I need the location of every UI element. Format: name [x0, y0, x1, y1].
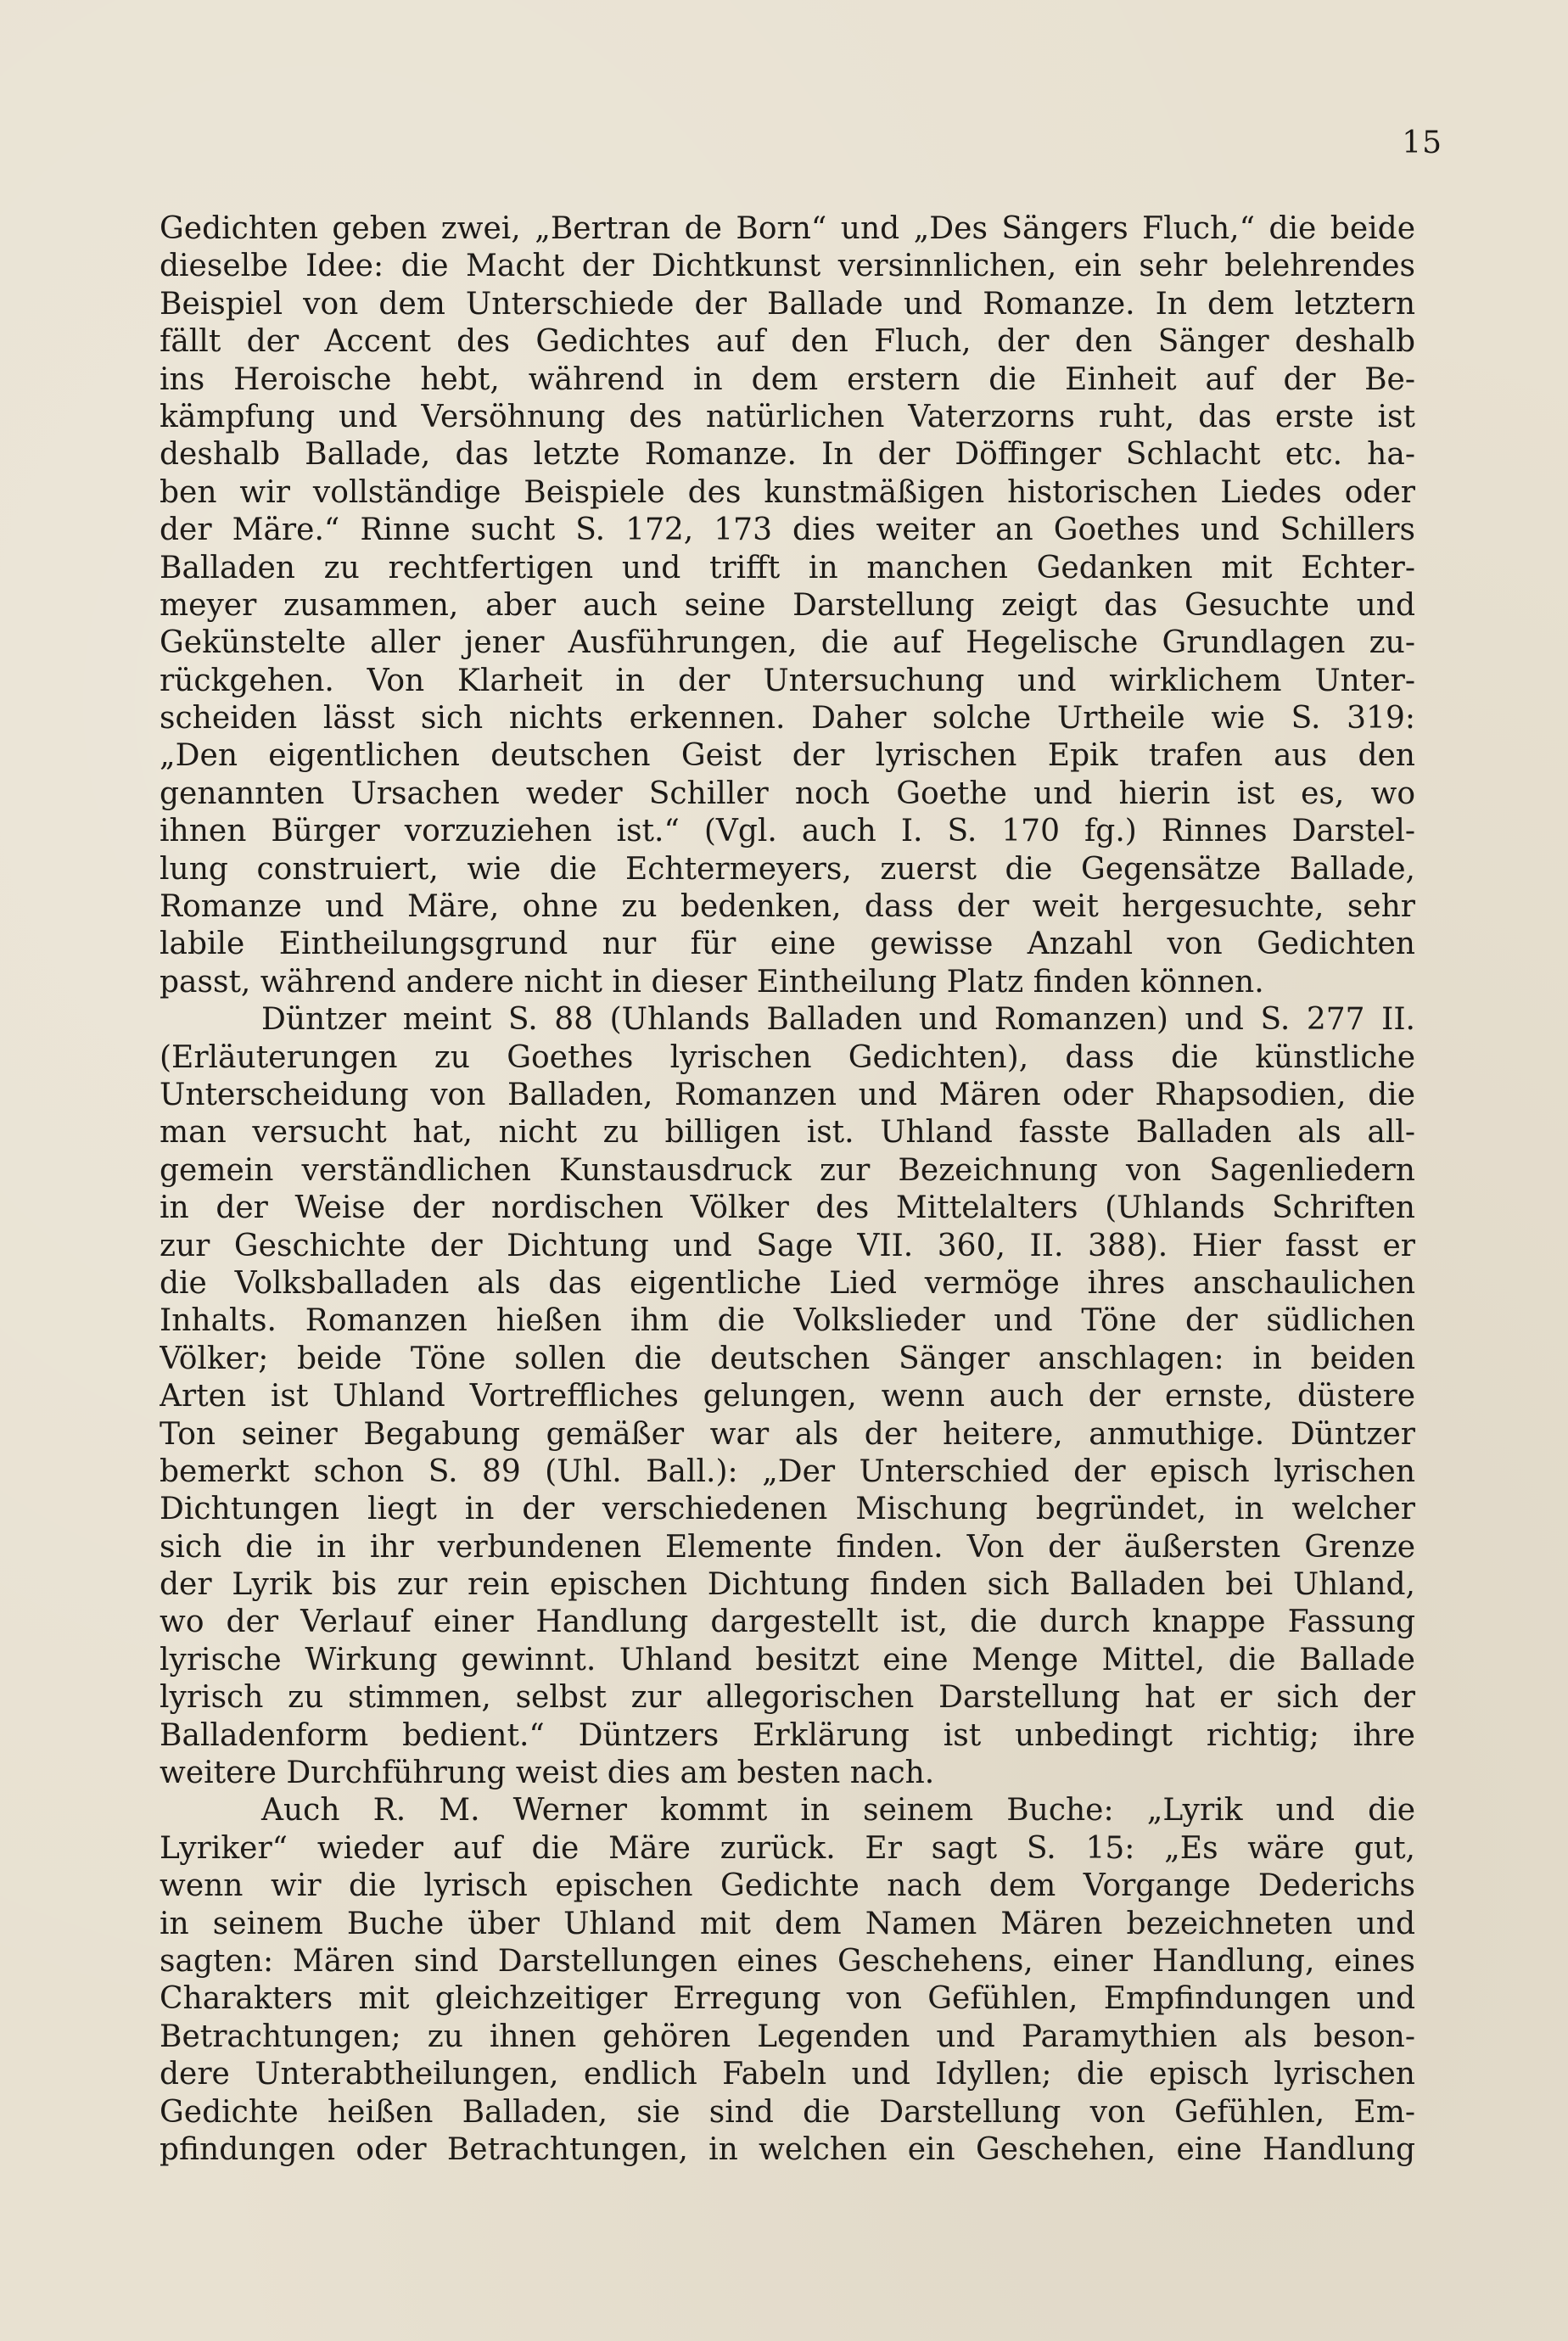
- text-line: dere Unterabtheilungen, endlich Fabeln und Idyllen; die episch lyrischen: [160, 2057, 1415, 2092]
- text-line: lung construiert, wie die Echtermeyers, zuerst die Gegensätze Ballade,: [160, 851, 1415, 887]
- text-line: in der Weise der nordischen Völker des Mittelalters (Uhlands Schriften: [160, 1190, 1415, 1226]
- text-line: Gedichte heißen Balladen, sie sind die Darstellung von Gefühlen, Em-: [160, 2094, 1415, 2130]
- text-line: kämpfung und Versöhnung des natürlichen Vaterzorns ruht, das erste ist: [160, 399, 1415, 434]
- text-line: fällt der Accent des Gedichtes auf den Fluch, der den Sänger deshalb: [160, 324, 1415, 360]
- text-line: gemein verständlichen Kunstausdruck zur Bezeichnung von Sagenliedern: [160, 1152, 1415, 1188]
- text-line: ihnen Bürger vorzuziehen ist.“ (Vgl. auch I. S. 170 fg.) Rinnes Darstel-: [160, 814, 1415, 849]
- text-line: pfindungen oder Betrachtungen, in welchen ein Geschehen, eine Handlung: [160, 2131, 1415, 2167]
- text-line: lyrische Wirkung gewinnt. Uhland besitzt eine Menge Mittel, die Ballade: [160, 1642, 1415, 1677]
- text-line: lyrisch zu stimmen, selbst zur allegorischen Darstellung hat er sich der: [160, 1680, 1415, 1716]
- text-line: Balladen zu rechtfertigen und trifft in manchen Gedanken mit Echter-: [160, 550, 1415, 585]
- text-line: Lyriker“ wieder auf die Märe zurück. Er sagt S. 15: „Es wäre gut,: [160, 1830, 1415, 1866]
- text-line: Charakters mit gleichzeitiger Erregung von Gefühlen, Empfindungen und: [160, 1981, 1415, 2017]
- body-text: [160, 210, 1415, 2169]
- text-line: genannten Ursachen weder Schiller noch Goethe und hierin ist es, wo: [160, 776, 1415, 811]
- text-line: der Lyrik bis zur rein epischen Dichtung finden sich Balladen bei Uhland,: [160, 1567, 1415, 1603]
- text-line: ins Heroische hebt, während in dem erstern die Einheit auf der Be-: [160, 361, 1415, 397]
- text-line: scheiden lässt sich nichts erkennen. Daher solche Urtheile wie S. 319:: [160, 701, 1415, 736]
- text-line: passt, während andere nicht in dieser Eintheilung Platz finden können.: [160, 964, 1264, 1000]
- text-line: bemerkt schon S. 89 (Uhl. Ball.): „Der Unterschied der episch lyrischen: [160, 1453, 1415, 1489]
- text-line: man versucht hat, nicht zu billigen ist. Uhland fasste Balladen als all-: [160, 1115, 1415, 1151]
- text-line: der Märe.“ Rinne sucht S. 172, 173 dies weiter an Goethes und Schillers: [160, 512, 1415, 548]
- text-line: (Erläuterungen zu Goethes lyrischen Gedichten), dass die künstliche: [160, 1039, 1415, 1075]
- text-line: Betrachtungen; zu ihnen gehören Legenden und Paramythien als beson-: [160, 2019, 1415, 2054]
- text-line: meyer zusammen, aber auch seine Darstellung zeigt das Gesuchte und: [160, 587, 1415, 623]
- text-line: Gedichten geben zwei, „Bertran de Born“ und „Des Sängers Fluch,“ die beide: [160, 211, 1415, 246]
- text-line: Auch R. M. Werner kommt in seinem Buche: „Lyrik und die: [261, 1793, 1415, 1829]
- text-line: „Den eigentlichen deutschen Geist der lyrischen Epik trafen aus den: [160, 738, 1415, 774]
- text-line: sich die in ihr verbundenen Elemente finden. Von der äußersten Grenze: [160, 1529, 1415, 1565]
- text-line: weitere Durchführung weist dies am besten nach.: [160, 1756, 935, 1791]
- text-line: Völker; beide Töne sollen die deutschen Sänger anschlagen: in beiden: [160, 1341, 1415, 1376]
- text-line: Düntzer meint S. 88 (Uhlands Balladen und Romanzen) und S. 277 II.: [261, 1002, 1415, 1038]
- text-line: in seinem Buche über Uhland mit dem Namen Mären bezeichneten und: [160, 1906, 1415, 1941]
- text-line: Dichtungen liegt in der verschiedenen Mischung begründet, in welcher: [160, 1492, 1415, 1527]
- text-line: dieselbe Idee: die Macht der Dichtkunst versinnlichen, ein sehr belehrendes: [160, 249, 1415, 284]
- text-line: Unterscheidung von Balladen, Romanzen und Mären oder Rhapsodien, die: [160, 1077, 1415, 1112]
- text-line: ben wir vollständige Beispiele des kunstmäßigen historischen Liedes oder: [160, 474, 1415, 510]
- page-number: 15: [1402, 126, 1442, 160]
- text-line: zur Geschichte der Dichtung und Sage VII. 360, II. 388). Hier fasst er: [160, 1228, 1415, 1263]
- text-line: rückgehen. Von Klarheit in der Untersuchung und wirklichem Unter-: [160, 663, 1415, 698]
- text-line: Gekünstelte aller jener Ausführungen, die auf Hegelische Grundlagen zu-: [160, 625, 1415, 661]
- text-line: Balladenform bedient.“ Düntzers Erklärung ist unbedingt richtig; ihre: [160, 1717, 1415, 1753]
- text-line: labile Eintheilungsgrund nur für eine gewisse Anzahl von Gedichten: [160, 927, 1415, 962]
- text-line: Inhalts. Romanzen hießen ihm die Volkslieder und Töne der südlichen: [160, 1303, 1415, 1339]
- text-line: Arten ist Uhland Vortreffliches gelungen, wenn auch der ernste, düstere: [160, 1379, 1415, 1414]
- text-line: sagten: Mären sind Darstellungen eines Geschehens, einer Handlung, eines: [160, 1943, 1415, 1979]
- text-line: wenn wir die lyrisch epischen Gedichte nach dem Vorgange Dederichs: [160, 1868, 1415, 1904]
- text-line: deshalb Ballade, das letzte Romanze. In der Döffinger Schlacht etc. ha-: [160, 437, 1415, 473]
- text-line: Beispiel von dem Unterschiede der Ballade und Romanze. In dem letztern: [160, 286, 1415, 322]
- text-line: wo der Verlauf einer Handlung dargestellt ist, die durch knappe Fassung: [160, 1605, 1415, 1640]
- text-line: Ton seiner Begabung gemäßer war als der heitere, anmuthige. Düntzer: [160, 1416, 1415, 1452]
- text-line: die Volksballaden als das eigentliche Lied vermöge ihres anschaulichen: [160, 1265, 1415, 1301]
- text-line: Romanze und Märe, ohne zu bedenken, dass der weit hergesuchte, sehr: [160, 889, 1415, 925]
